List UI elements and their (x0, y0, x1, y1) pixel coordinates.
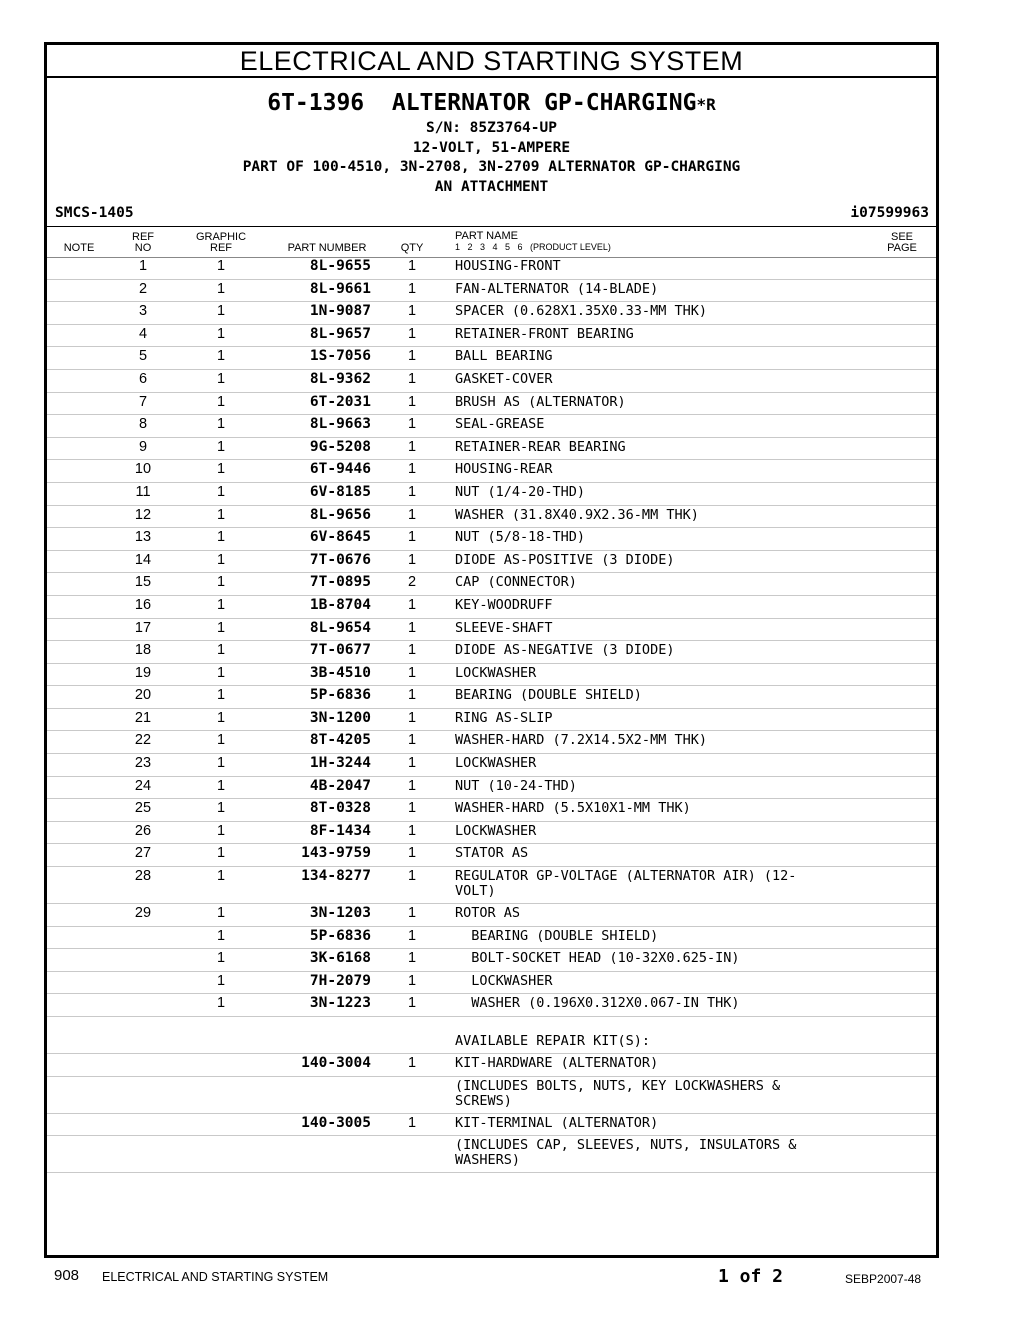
table-row (47, 1054, 936, 1077)
part-number[interactable]: 6V-8645 (309, 529, 371, 546)
part-number[interactable]: 3N-1223 (309, 995, 371, 1012)
ref-number: 14 (134, 551, 152, 568)
quantity: 1 (407, 619, 417, 636)
part-number[interactable]: 8F-1434 (309, 822, 371, 839)
graphic-ref: 1 (216, 461, 226, 478)
ref-number: 10 (134, 461, 152, 478)
table-row (47, 777, 936, 800)
part-name-header: PART NAME (455, 230, 518, 242)
part-number-header: PART NUMBER (287, 242, 367, 254)
graphic-ref: 1 (216, 280, 226, 297)
quantity: 1 (407, 551, 417, 568)
product-level-header: 1 2 3 4 5 6 (PRODUCT LEVEL) (455, 242, 611, 252)
table-row (47, 528, 936, 551)
graphic-ref: 1 (216, 416, 226, 433)
table-row (47, 927, 936, 950)
part-name: GASKET-COVER (455, 370, 553, 387)
graphic-ref: 1 (216, 995, 226, 1012)
table-row (47, 1136, 936, 1173)
serial-range: S/N: 85Z3764-UP (426, 120, 557, 136)
table-row (47, 596, 936, 619)
graphic-ref: 1 (216, 822, 226, 839)
part-number[interactable]: 3K-6168 (309, 950, 371, 967)
sheet-indicator: 1 of 2 (718, 1266, 784, 1287)
part-number[interactable]: 140-3005 (301, 1114, 371, 1131)
table-row (47, 280, 936, 303)
smcs-code: SMCS-1405 (55, 205, 134, 221)
ref-number: 3 (138, 303, 148, 320)
see-header-bottom: PAGE (887, 242, 917, 254)
quantity: 1 (407, 845, 417, 862)
graphic-ref: 1 (216, 393, 226, 410)
table-row (47, 438, 936, 461)
quantity: 1 (407, 370, 417, 387)
part-number[interactable]: 9G-5208 (309, 438, 371, 455)
part-name: AVAILABLE REPAIR KIT(S): (455, 1033, 651, 1049)
part-number[interactable]: 8L-9657 (309, 325, 371, 342)
page-frame (44, 42, 939, 1258)
part-name: LOCKWASHER (455, 664, 537, 681)
part-name: WASHER (0.196X0.312X0.067-IN THK) (455, 995, 740, 1012)
quantity: 1 (407, 664, 417, 681)
table-row (47, 393, 936, 416)
graphic-ref: 1 (216, 845, 226, 862)
ref-number: 17 (134, 619, 152, 636)
table-row (47, 325, 936, 348)
part-number[interactable]: 5P-6836 (309, 687, 371, 704)
part-name: STATOR AS (455, 845, 529, 862)
table-row (47, 904, 936, 927)
part-number[interactable]: 1B-8704 (309, 596, 371, 613)
part-number[interactable]: 143-9759 (301, 845, 371, 862)
ref-number: 11 (135, 483, 151, 500)
part-number[interactable]: 1S-7056 (309, 348, 371, 365)
ref-number: 9 (138, 438, 148, 455)
ref-number: 1 (138, 258, 148, 274)
ref-number: 21 (134, 709, 152, 726)
part-name: CAP (CONNECTOR) (455, 574, 577, 591)
graphic-ref: 1 (216, 348, 226, 365)
see-header-top: SEE (890, 231, 913, 243)
part-number[interactable]: 8L-9661 (309, 280, 371, 297)
part-of-line: PART OF 100-4510, 3N-2708, 3N-2709 ALTERNATOR GP-CHARGING (242, 159, 741, 175)
graphic-ref: 1 (216, 905, 226, 922)
part-number[interactable]: 6V-8185 (309, 483, 371, 500)
part-name: SPACER (0.628X1.35X0.33-MM THK) (455, 303, 707, 320)
part-name: RETAINER-REAR BEARING (455, 438, 626, 455)
graphic-ref: 1 (216, 370, 226, 387)
quantity: 1 (407, 258, 417, 274)
quantity: 1 (407, 972, 417, 989)
group-part-number[interactable]: 6T-1396 (267, 90, 365, 116)
part-number[interactable]: 6T-9446 (309, 461, 371, 478)
table-row (47, 664, 936, 687)
quantity: 1 (407, 927, 417, 944)
part-name: KIT-HARDWARE (ALTERNATOR) (455, 1055, 659, 1071)
column-header (47, 226, 936, 258)
part-number[interactable]: 8L-9656 (309, 506, 371, 523)
graphic-ref: 1 (216, 438, 226, 455)
graphic-ref: 1 (216, 506, 226, 523)
document-number: SEBP2007-48 (845, 1272, 922, 1286)
quantity: 1 (407, 280, 417, 297)
group-title (47, 89, 936, 119)
table-row (47, 867, 936, 904)
table-row (47, 483, 936, 506)
table-row (47, 415, 936, 438)
ref-number: 20 (134, 687, 152, 704)
note-header: NOTE (63, 242, 95, 254)
ref-header-top: REF (132, 231, 154, 243)
ref-number: 13 (134, 529, 152, 546)
table-row (47, 972, 936, 995)
quantity: 1 (407, 506, 417, 523)
part-name: BALL BEARING (455, 348, 553, 365)
part-number[interactable]: 134-8277 (301, 868, 371, 885)
ref-number: 2 (138, 280, 148, 297)
graphic-ref: 1 (216, 596, 226, 613)
graphic-ref: 1 (216, 551, 226, 568)
part-name: FAN-ALTERNATOR (14-BLADE) (455, 280, 659, 297)
part-name: BEARING (DOUBLE SHIELD) (455, 687, 642, 704)
part-number[interactable]: 8L-9362 (309, 370, 371, 387)
graphic-ref: 1 (216, 642, 226, 659)
quantity: 1 (407, 438, 417, 455)
table-row (47, 731, 936, 754)
part-name: BOLT-SOCKET HEAD (10-32X0.625-IN) (455, 950, 740, 967)
part-number[interactable]: 3B-4510 (309, 664, 371, 681)
table-row (47, 949, 936, 972)
graphic-ref: 1 (216, 709, 226, 726)
ref-number: 15 (134, 574, 152, 591)
graphic-ref: 1 (216, 258, 226, 274)
quantity: 1 (407, 1055, 417, 1071)
table-row (47, 1017, 936, 1054)
graphic-ref: 1 (216, 664, 226, 681)
graphic-ref: 1 (216, 303, 226, 320)
graphic-header-top: GRAPHIC (195, 231, 247, 243)
part-name: ROTOR AS (455, 905, 521, 922)
part-name: WASHER-HARD (5.5X10X1-MM THK) (455, 800, 691, 817)
part-name: WASHER (31.8X40.9X2.36-MM THK) (455, 506, 699, 523)
part-name: LOCKWASHER (455, 755, 537, 772)
ref-number: 23 (134, 755, 152, 772)
quantity: 1 (407, 325, 417, 342)
ref-number: 19 (134, 664, 152, 681)
part-number[interactable]: 8L-9663 (309, 416, 371, 433)
part-name: LOCKWASHER (455, 972, 553, 989)
quantity: 1 (407, 868, 417, 885)
part-name: DIODE AS-POSITIVE (3 DIODE) (455, 551, 675, 568)
part-number[interactable]: 8L-9655 (309, 258, 371, 274)
quantity: 1 (407, 905, 417, 922)
ref-header-bottom: NO (134, 242, 152, 254)
graphic-ref: 1 (216, 529, 226, 546)
quantity: 1 (407, 348, 417, 365)
part-name: LOCKWASHER (455, 822, 537, 839)
quantity: 1 (407, 416, 417, 433)
quantity: 1 (407, 732, 417, 749)
graphic-ref: 1 (216, 777, 226, 794)
ref-number: 12 (134, 506, 152, 523)
table-row (47, 799, 936, 822)
illustration-id[interactable]: i07599963 (850, 205, 929, 221)
table-row (47, 754, 936, 777)
quantity: 1 (407, 800, 417, 817)
graphic-ref: 1 (216, 755, 226, 772)
part-name: NUT (5/8-18-THD) (455, 529, 586, 546)
ref-number: 6 (138, 370, 148, 387)
part-number[interactable]: 140-3004 (301, 1055, 371, 1071)
ref-number: 27 (134, 845, 152, 862)
quantity: 1 (407, 303, 417, 320)
part-number[interactable]: 7T-0676 (309, 551, 371, 568)
graphic-ref: 1 (216, 972, 226, 989)
graphic-header-bottom: REF (210, 242, 232, 254)
table-row (47, 460, 936, 483)
part-name: (INCLUDES BOLTS, NUTS, KEY LOCKWASHERS & SCREWS) (455, 1077, 781, 1109)
part-name: HOUSING-REAR (455, 461, 553, 478)
part-number[interactable]: 4B-2047 (309, 777, 371, 794)
table-row (47, 994, 936, 1017)
part-number[interactable]: 3N-1203 (309, 905, 371, 922)
ref-number: 16 (134, 596, 152, 613)
part-name: WASHER-HARD (7.2X14.5X2-MM THK) (455, 732, 707, 749)
ref-number: 7 (138, 393, 148, 410)
part-name: HOUSING-FRONT (455, 258, 561, 274)
ref-number: 26 (134, 822, 152, 839)
part-name: SEAL-GREASE (455, 416, 545, 433)
graphic-ref: 1 (216, 868, 226, 885)
part-number[interactable]: 7T-0677 (309, 642, 371, 659)
part-name: BEARING (DOUBLE SHIELD) (455, 927, 659, 944)
graphic-ref: 1 (216, 800, 226, 817)
table-row (47, 709, 936, 732)
page-number: 908 (54, 1267, 80, 1284)
quantity: 1 (407, 529, 417, 546)
table-row (47, 370, 936, 393)
part-name: RETAINER-FRONT BEARING (455, 325, 634, 342)
table-row (47, 257, 936, 280)
rating-spec: 12-VOLT, 51-AMPERE (412, 139, 571, 156)
part-number[interactable]: 8T-4205 (309, 732, 371, 749)
table-row (47, 686, 936, 709)
quantity: 1 (407, 822, 417, 839)
part-name: BRUSH AS (ALTERNATOR) (455, 393, 626, 410)
quantity: 1 (407, 687, 417, 704)
part-name: REGULATOR GP-VOLTAGE (ALTERNATOR AIR) (12- VOLT) (455, 868, 797, 900)
quantity: 1 (407, 393, 417, 410)
part-number[interactable]: 8T-0328 (309, 800, 371, 817)
table-row (47, 1077, 936, 1114)
quantity: 1 (407, 483, 417, 500)
quantity: 1 (407, 995, 417, 1012)
ref-number: 24 (134, 777, 152, 794)
table-row (47, 619, 936, 642)
group-header (47, 89, 936, 197)
ref-number: 29 (134, 905, 152, 922)
ref-number: 4 (138, 325, 148, 342)
table-row (47, 844, 936, 867)
parts-list (47, 257, 936, 1173)
part-name: RING AS-SLIP (455, 709, 553, 726)
qty-header: QTY (400, 242, 424, 254)
table-row (47, 1114, 936, 1137)
table-row (47, 302, 936, 325)
quantity: 1 (407, 1114, 417, 1131)
quantity: 2 (407, 574, 417, 591)
quantity: 1 (407, 950, 417, 967)
graphic-ref: 1 (216, 619, 226, 636)
table-row (47, 551, 936, 574)
table-row (47, 347, 936, 370)
quantity: 1 (407, 709, 417, 726)
ref-number: 22 (134, 732, 152, 749)
table-row (47, 641, 936, 664)
section-title: ELECTRICAL AND STARTING SYSTEM (47, 45, 936, 78)
part-name: DIODE AS-NEGATIVE (3 DIODE) (455, 642, 675, 659)
quantity: 1 (407, 461, 417, 478)
quantity: 1 (407, 642, 417, 659)
graphic-ref: 1 (216, 732, 226, 749)
graphic-ref: 1 (216, 574, 226, 591)
part-number[interactable]: 7T-0895 (309, 574, 371, 591)
ref-number: 18 (134, 642, 152, 659)
part-number[interactable]: 5P-6836 (309, 927, 371, 944)
part-number[interactable]: 1H-3244 (309, 755, 371, 772)
part-number[interactable]: 3N-1200 (309, 709, 371, 726)
part-name: KEY-WOODRUFF (455, 596, 553, 613)
part-number[interactable]: 1N-9087 (309, 303, 371, 320)
ref-number: 8 (138, 416, 148, 433)
ref-number: 5 (138, 348, 148, 365)
table-row (47, 822, 936, 845)
graphic-ref: 1 (216, 950, 226, 967)
quantity: 1 (407, 777, 417, 794)
graphic-ref: 1 (216, 325, 226, 342)
part-name: NUT (10-24-THD) (455, 777, 577, 794)
part-number[interactable]: 8L-9654 (309, 619, 371, 636)
part-name: NUT (1/4-20-THD) (455, 483, 586, 500)
part-name: SLEEVE-SHAFT (455, 619, 553, 636)
ref-number: 28 (134, 868, 152, 885)
table-row (47, 573, 936, 596)
part-number[interactable]: 6T-2031 (309, 393, 371, 410)
footer-section: ELECTRICAL AND STARTING SYSTEM (102, 1270, 329, 1284)
quantity: 1 (407, 596, 417, 613)
table-row (47, 506, 936, 529)
part-name: KIT-TERMINAL (ALTERNATOR) (455, 1114, 659, 1131)
revision-mark: *R (696, 95, 716, 114)
part-name: (INCLUDES CAP, SLEEVES, NUTS, INSULATORS & WASHERS) (455, 1137, 797, 1169)
graphic-ref: 1 (216, 927, 226, 944)
group-name: ALTERNATOR GP-CHARGING (391, 90, 697, 116)
attachment-line: AN ATTACHMENT (434, 178, 549, 195)
graphic-ref: 1 (216, 483, 226, 500)
quantity: 1 (407, 755, 417, 772)
part-number[interactable]: 7H-2079 (309, 972, 371, 989)
ref-number: 25 (134, 800, 152, 817)
graphic-ref: 1 (216, 687, 226, 704)
